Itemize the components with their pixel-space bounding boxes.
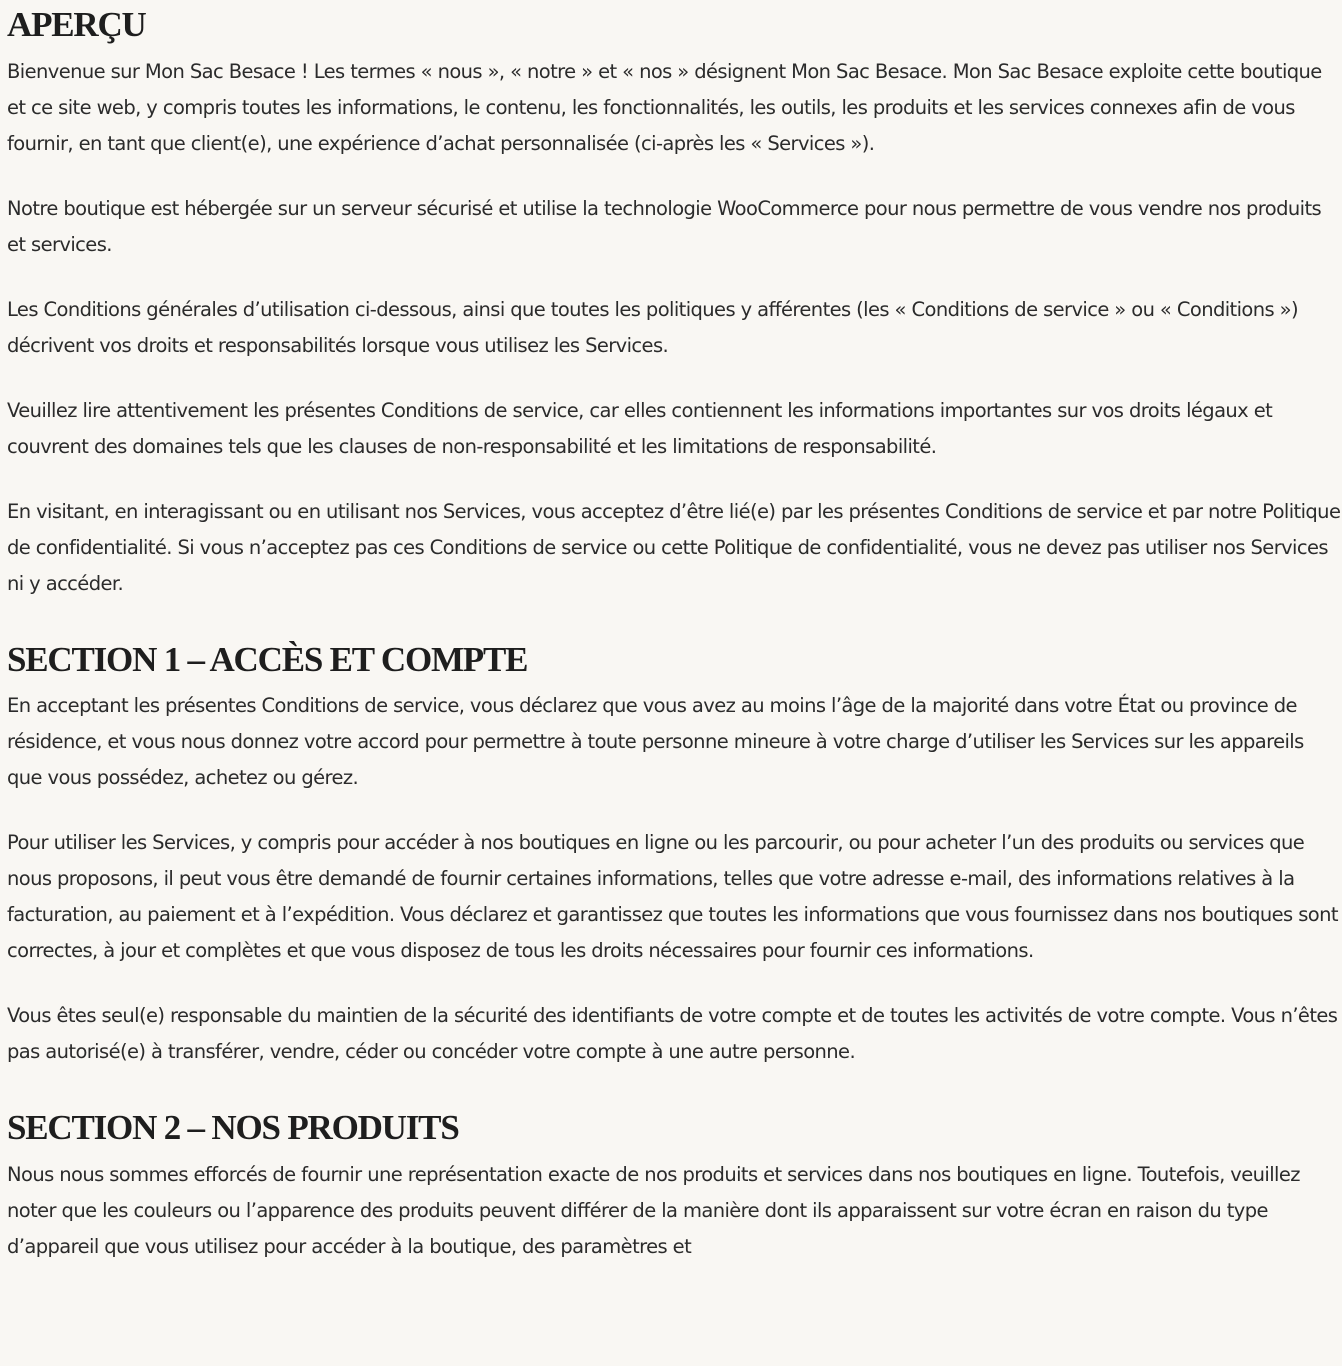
paragraph: Notre boutique est hébergée sur un serveur sécurisé et utilise la technologie WooCommerce pour nous permettre de vous vendre nos produits et services. — [7, 196, 1322, 256]
paragraph: Les Conditions générales d’utilisation ci-dessous, ainsi que toutes les politiques y afférentes (les « Conditions de service » ou « Conditions ») décrivent vos droits et responsabilités lorsque vous utilisez les Services. — [7, 297, 1299, 357]
overview-body — [7, 54, 1342, 602]
section-heading-products: SECTION 2 – NOS PRODUITS — [7, 1108, 459, 1147]
paragraph: Bienvenue sur Mon Sac Besace ! Les termes « nous », « notre » et « nos » désignent Mon Sac Besace. Mon Sac Besace exploite cette boutique et ce site web, y compris toutes les informations, le contenu, les fonctionnalités, les outils, les produits et les services connexes afin de vous fournir, en tant que client(e), une expérience d’achat personnalisée (ci-après les « Services »). — [7, 59, 1322, 155]
paragraph: Pour utiliser les Services, y compris pour accéder à nos boutiques en ligne ou les parcourir, ou pour acheter l’un des produits ou services que nous proposons, il peut vous être demandé de fournir certaines informations, telles que votre adresse e-mail, des informations relatives à la facturation, au paiement et à l’expédition. Vous déclarez et garantissez que toutes les informations que vous fournissez dans nos boutiques sont correctes, à jour et complètes et que vous disposez de tous les droits nécessaires pour fournir ces informations. — [7, 831, 1338, 962]
section1-body — [7, 688, 1342, 1070]
paragraph: Vous êtes seul(e) responsable du maintien de la sécurité des identifiants de votre compte et de toutes les activités de votre compte. Vous n’êtes pas autorisé(e) à transférer, vendre, céder ou concéder votre compte à une autre personne. — [7, 1004, 1338, 1063]
section-heading-overview: APERÇU — [7, 5, 146, 44]
paragraph: Veuillez lire attentivement les présentes Conditions de service, car elles contiennent les informations importantes sur vos droits légaux et couvrent des domaines tels que les clauses de non-responsabilité et les limitations de responsabilité. — [7, 398, 1273, 458]
terms-content — [0, 6, 1342, 1265]
section-heading-access-account: SECTION 1 – ACCÈS ET COMPTE — [7, 639, 528, 679]
paragraph: En acceptant les présentes Conditions de service, vous déclarez que vous avez au moins l’âge de la majorité dans votre État ou province de résidence, et vous nous donnez votre accord pour permettre à toute personne mineure à votre charge d’utiliser les Services sur les appareils que vous possédez, achetez ou gérez. — [7, 694, 1304, 789]
paragraph: Nous nous sommes efforcés de fournir une représentation exacte de nos produits et services dans nos boutiques en ligne. Toutefois, veuillez noter que les couleurs ou l’apparence des produits peuvent différer de la manière dont ils apparaissent sur votre écran en raison du type d’appareil que vous utilisez pour accéder à la boutique, des paramètres et — [7, 1162, 1300, 1258]
paragraph: En visitant, en interagissant ou en utilisant nos Services, vous acceptez d’être lié(e) par les présentes Conditions de service et par notre Politique de confidentialité. Si vous n’acceptez pas ces Conditions de service ou cette Politique de confidentialité, vous ne devez pas utiliser nos Services ni y accéder. — [7, 499, 1341, 595]
section2-body — [7, 1157, 1342, 1265]
